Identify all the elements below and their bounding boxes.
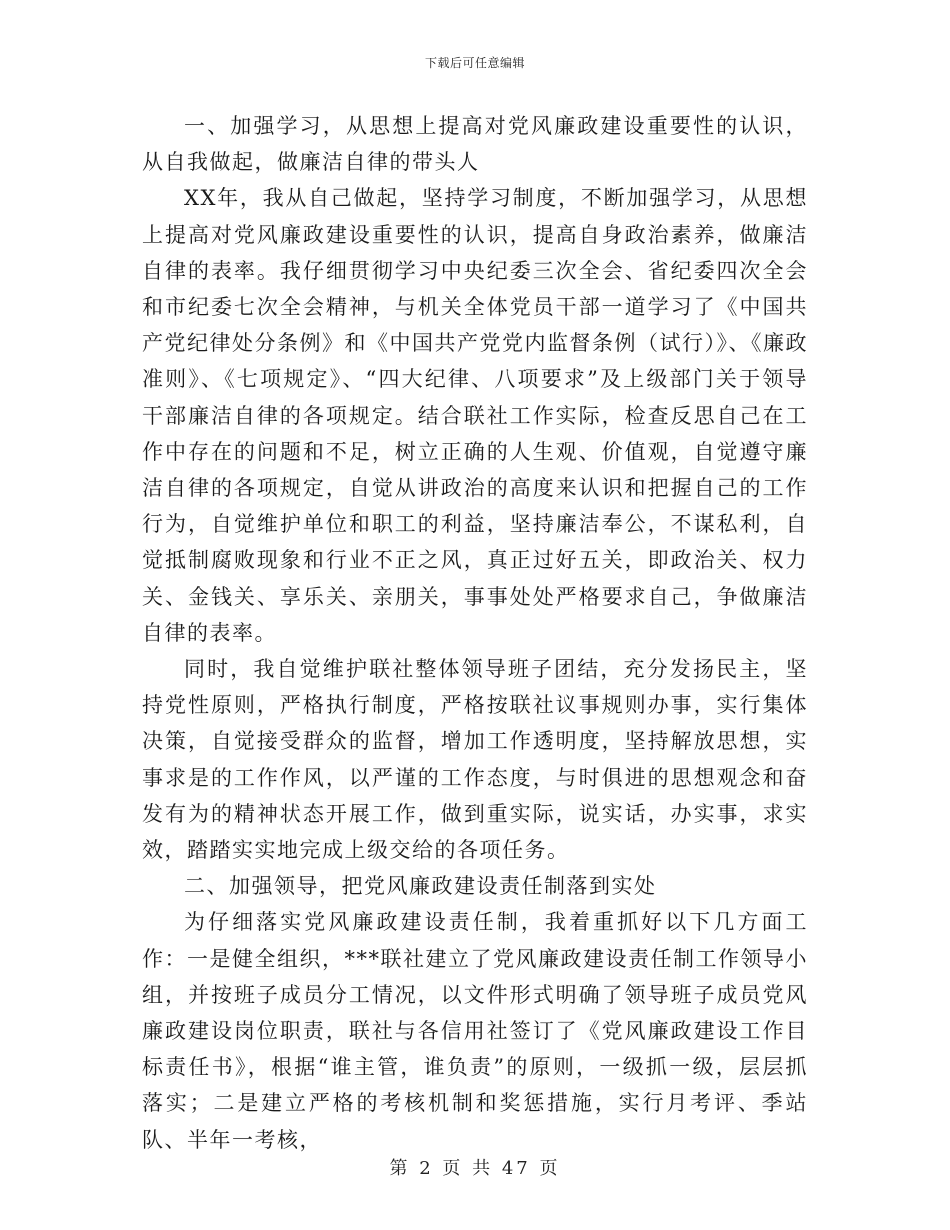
section-heading-2: 二、加强领导，把党风廉政建设责任制落到实处 — [184, 874, 657, 899]
header-note: 下载后可任意编辑 — [424, 56, 525, 70]
page-number-footer: 第 2 页 共 47 页 — [389, 1158, 561, 1179]
section-heading-1: 一、加强学习，从思想上提高对党风廉政建设重要性的认识，从自我做起，做廉洁自律的带头人 — [142, 114, 808, 175]
body-paragraph: 为仔细落实党风廉政建设责任制，我着重抓好以下几方面工作：一是健全组织，***联社建立了党风廉政建设责任制工作领导小组，并按班子成员分工情况，以文件形式明确了领导班子成员党风廉政建设岗位职责，联社与各信用社签订了《党风廉政建设工作目标责任书》，根据“谁主管，谁负责”的原则，一级抓一级，层层抓落实；二是建立严格的考核机制和奖惩措施，实行月考评、季站队、半年一考核， — [142, 910, 808, 1152]
body-paragraph: XX年，我从自己做起，坚持学习制度，不断加强学习，从思想上提高对党风廉政建设重要性的认识，提高自身政治素养，做廉洁自律的表率。我仔细贯彻学习中央纪委三次全会、省纪委四次全会和市纪委七次全会精神，与机关全体党员干部一道学习了《中国共产党纪律处分条例》和《中国共产党党内监督条例（试行）》、《廉政准则》、《七项规定》、“四大纪律、八项要求”及上级部门关于领导干部廉洁自律的各项规定。结合联社工作实际，检查反思自己在工作中存在的问题和不足，树立正确的人生观、价值观，自觉遵守廉洁自律的各项规定，自觉从讲政治的高度来认识和把握自己的工作行为，自觉维护单位和职工的利益，坚持廉洁奉公，不谋私利，自觉抵制腐败现象和行业不正之风，真正过好五关，即政治关、权力关、金钱关、享乐关、亲朋关，事事处处严格要求自己，争做廉洁自律的表率。 — [142, 186, 808, 645]
body-paragraph: 同时，我自觉维护联社整体领导班子团结，充分发扬民主，坚持党性原则，严格执行制度，严格按联社议事规则办事，实行集体决策，自觉接受群众的监督，增加工作透明度，坚持解放思想，实事求是的工作作风，以严谨的工作态度，与时俱进的思想观念和奋发有为的精神状态开展工作，做到重实际，说实话，办实事，求实效，踏踏实实地完成上级交给的各项任务。 — [142, 657, 808, 863]
document-body — [142, 108, 808, 1158]
